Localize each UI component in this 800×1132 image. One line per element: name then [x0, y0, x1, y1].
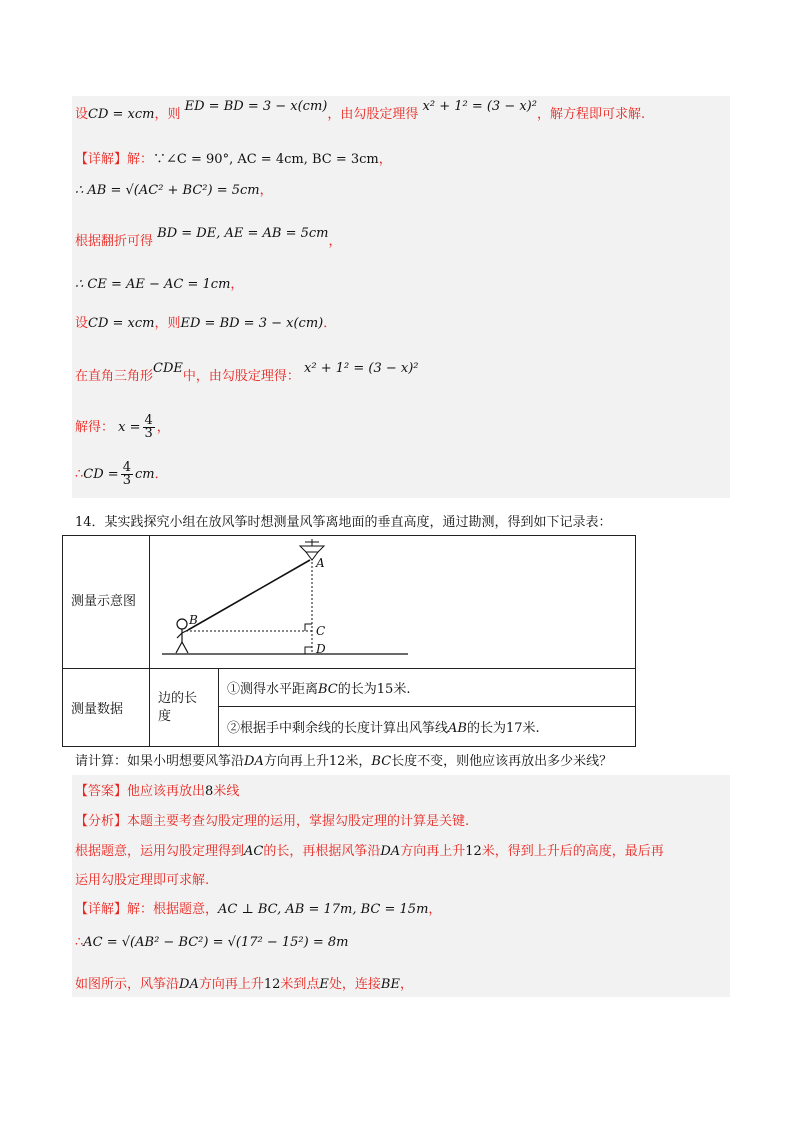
- math: AC = √(AB² − BC²) = √(17² − 15²) = 8m: [83, 935, 349, 950]
- number: 17: [505, 721, 523, 736]
- text: 本题主要考查勾股定理的运用，掌握勾股定理的计算是关键.: [127, 814, 470, 829]
- text: ，由勾股定理得: [327, 107, 419, 122]
- number: 12: [263, 977, 281, 992]
- numerator: 4: [122, 460, 131, 475]
- number: 12: [328, 754, 346, 769]
- text: 方向再上升: [263, 754, 329, 769]
- math: DA: [380, 844, 401, 859]
- label-A: A: [316, 556, 325, 570]
- text: 米，: [345, 754, 372, 769]
- text: ∴: [75, 467, 84, 482]
- text: 米线: [213, 784, 240, 799]
- math: ED = BD = 3 − x(cm): [180, 316, 324, 331]
- person-icon: [176, 619, 188, 653]
- right-angle-D: [305, 647, 312, 654]
- math: BC: [371, 754, 392, 769]
- figure-cell: [150, 536, 636, 669]
- data-item-2-cell: [219, 707, 636, 747]
- text: 如图所示，风筝沿: [75, 977, 180, 992]
- math: ∴ AB = √(AC² + BC²) = 5cm: [75, 183, 260, 198]
- analysis-tag: 【分析】: [75, 814, 128, 829]
- math: CD = xcm: [88, 316, 155, 331]
- sol13-line2: [75, 150, 392, 170]
- fraction: [143, 415, 155, 440]
- math: CD = xcm: [88, 107, 155, 122]
- math: DA: [179, 977, 199, 992]
- sol14-line5: [75, 900, 441, 920]
- denominator: 3: [144, 426, 153, 441]
- text: 米，得到上升后的高度，最后再: [481, 844, 664, 859]
- sol13-line7: [75, 361, 419, 387]
- row2-sub-cell: [150, 669, 219, 747]
- text: ．: [323, 316, 337, 331]
- sol14-line4: [75, 871, 209, 891]
- question-14-text: 14．某实践探究小组在放风筝时想测量风筝离地面的垂直高度，通过勘测，得到如下记录表：: [75, 515, 612, 530]
- kite-diagram: [150, 536, 624, 668]
- number: 12: [465, 844, 482, 859]
- math: CDE: [153, 361, 183, 376]
- text: 根据题意，运用勾股定理得到: [75, 844, 245, 859]
- text: 根据翻折可得: [75, 234, 154, 249]
- math: x =: [118, 420, 141, 435]
- text: ，则: [154, 316, 181, 331]
- text: ，: [230, 277, 244, 292]
- sol13-line4: [75, 226, 342, 252]
- math: CD =: [83, 467, 119, 482]
- math: ED = BD = 3 − x(cm): [184, 99, 328, 114]
- fraction: [121, 462, 133, 487]
- math: DA: [244, 754, 264, 769]
- text: 的长，再根据风筝沿: [263, 844, 381, 859]
- text: 解：根据题意，: [127, 902, 219, 917]
- text: 设: [75, 316, 89, 331]
- question-14-ask: [75, 752, 612, 772]
- text: 解得：: [75, 420, 115, 435]
- sol13-line1: [75, 99, 646, 125]
- text: 米.: [522, 721, 540, 736]
- number: 8: [205, 784, 214, 799]
- text: 长度不变，则他应该再放出多少米线？: [391, 754, 613, 769]
- sol14-answer: [75, 782, 239, 802]
- row2-label-cell: [63, 669, 150, 747]
- sol14-line6: [75, 933, 348, 953]
- sol14-analysis: [75, 812, 469, 832]
- text: ，: [328, 234, 342, 249]
- record-table: [62, 535, 636, 747]
- kite-string-AB: [188, 560, 310, 630]
- denominator: 3: [122, 473, 131, 488]
- detail-tag: 【详解】: [75, 902, 128, 917]
- text: 的长为: [466, 721, 506, 736]
- detail-tag: 【详解】: [75, 152, 128, 167]
- text: 请计算：如果小明想要风筝沿: [75, 754, 245, 769]
- label-D: D: [316, 642, 326, 656]
- text: ，: [378, 152, 392, 167]
- math: BC: [318, 682, 338, 697]
- text: 米到点: [280, 977, 320, 992]
- sol14-line7: [75, 975, 413, 995]
- numerator: 4: [144, 413, 153, 428]
- text: ①测得水平距离: [227, 682, 319, 697]
- text: 米.: [393, 682, 411, 697]
- math: ∴ CE = AE − AC = 1cm: [75, 277, 231, 292]
- math: BD = DE, AE = AB = 5cm: [157, 226, 329, 241]
- data-item-1-cell: [219, 669, 636, 707]
- math: x² + 1² = (3 − x)²: [304, 361, 419, 376]
- row1-label-cell: [63, 536, 150, 669]
- text: 解：: [127, 152, 154, 167]
- math: AB: [448, 721, 467, 736]
- sol13-line5: [75, 275, 243, 295]
- text: 设: [75, 107, 89, 122]
- row2-label: 测量数据: [71, 702, 124, 717]
- sol13-line3: [75, 181, 273, 201]
- text: 运用勾股定理即可求解.: [75, 873, 210, 888]
- text: 中，由勾股定理得：: [182, 369, 300, 384]
- text: ，: [399, 977, 413, 992]
- sol14-line3: [75, 842, 664, 862]
- answer-tag: 【答案】: [75, 784, 128, 799]
- sol13-line6: [75, 314, 336, 334]
- text: ，: [156, 420, 170, 435]
- sol13-line9: [75, 462, 168, 487]
- math: x² + 1² = (3 − x)²: [422, 99, 537, 114]
- text: 在直角三角形: [75, 369, 154, 384]
- text: 的长为: [337, 682, 377, 697]
- row2-sub-label: 边的长度: [158, 690, 198, 724]
- text: 他应该再放出: [127, 784, 206, 799]
- text: 方向再上升: [400, 844, 466, 859]
- math: E: [319, 977, 329, 992]
- row1-label: 测量示意图: [71, 594, 137, 609]
- math: AC: [244, 844, 264, 859]
- text: 处，连接: [328, 977, 381, 992]
- text: ，: [428, 902, 442, 917]
- text: ∴: [75, 935, 84, 950]
- text: ②根据手中剩余线的长度计算出风筝线: [227, 721, 449, 736]
- math: BE: [380, 977, 400, 992]
- label-C: C: [316, 624, 326, 638]
- number: 15: [376, 682, 394, 697]
- text: ，则: [154, 107, 181, 122]
- text: 方向再上升: [198, 977, 264, 992]
- math: AC ⊥ BC, AB = 17m, BC = 15m: [218, 902, 429, 917]
- text: ，: [259, 183, 273, 198]
- unit: cm: [134, 467, 155, 482]
- label-B: B: [189, 613, 198, 627]
- math: ∵∠C = 90°, AC = 4cm, BC = 3cm: [153, 152, 379, 167]
- text: ，解方程即可求解.: [536, 107, 646, 122]
- text: ．: [154, 467, 168, 482]
- sol13-line8: [75, 415, 170, 440]
- right-angle-C: [305, 624, 312, 631]
